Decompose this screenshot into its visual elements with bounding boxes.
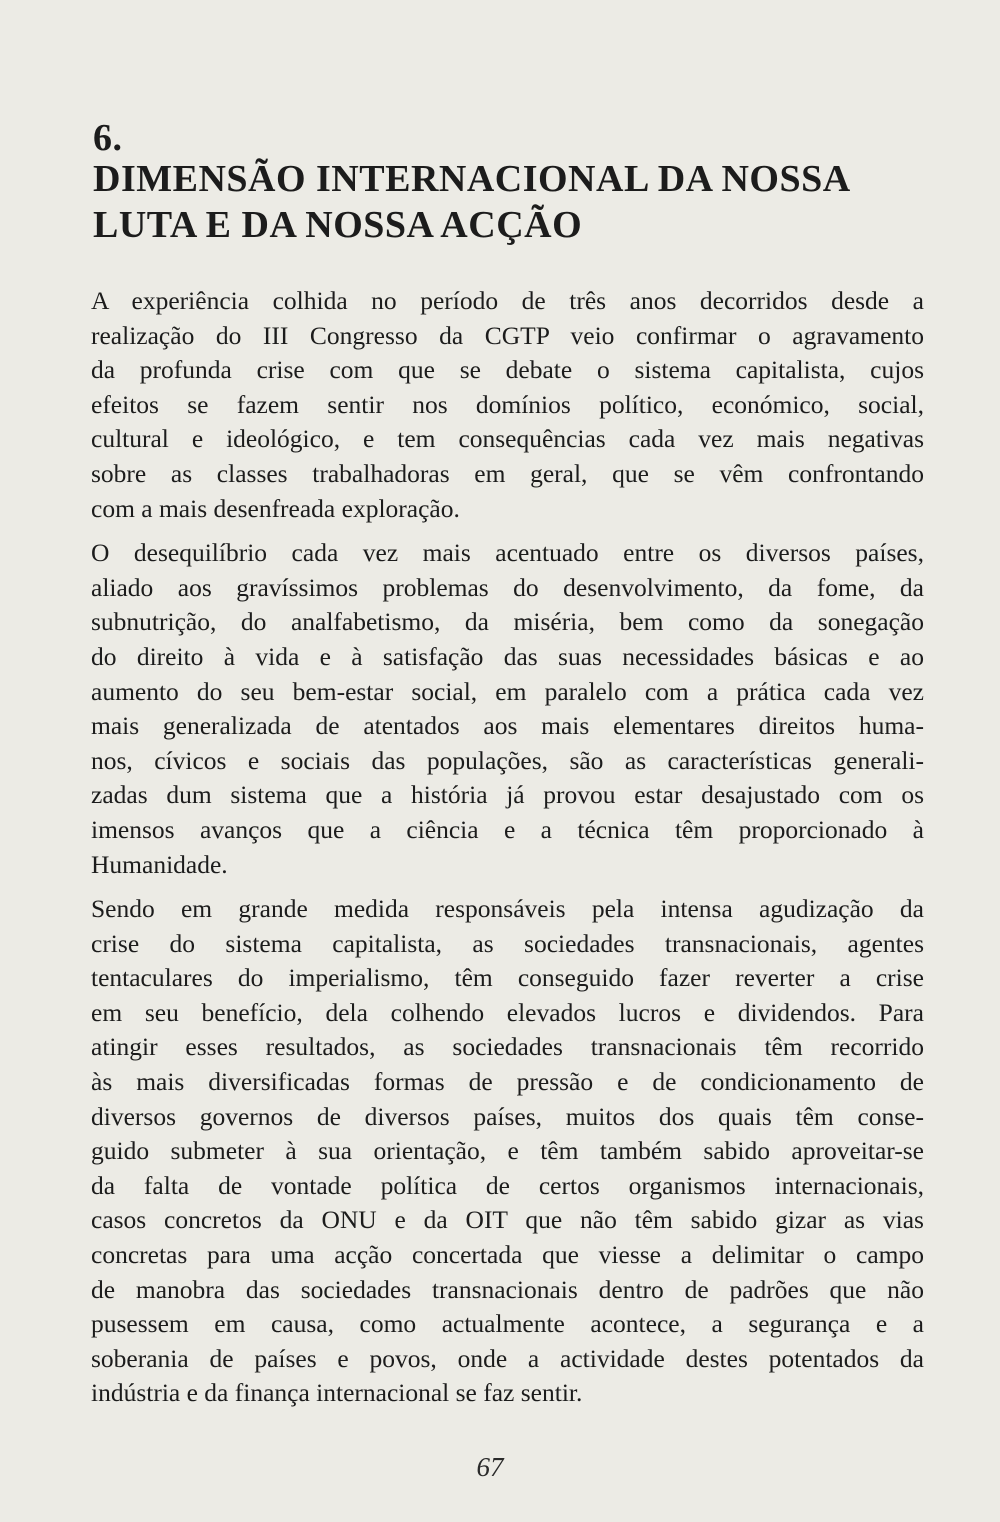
text-line: sobre as classes trabalhadoras em geral, que se vêm confrontando: [91, 458, 924, 488]
text-line: crise do sistema capitalista, as sociedades transnacionais, agentes: [91, 928, 924, 958]
paragraph-3: [91, 892, 924, 1411]
body-text: [91, 284, 924, 1421]
text-line: A experiência colhida no período de três anos decorridos desde a: [91, 286, 924, 315]
text-line: realização do III Congresso da CGTP veio confirmar o agravamento: [91, 320, 924, 350]
text-line: casos concretos da ONU e da OIT que não têm sabido gizar as vias: [91, 1205, 924, 1235]
text-line: aumento do seu bem-estar social, em paralelo com a prática cada vez: [91, 676, 924, 706]
text-line: subnutrição, do analfabetismo, da miséria, bem como da sonegação: [91, 607, 924, 637]
section-title-line: DIMENSÃO INTERNACIONAL DA NOSSA: [93, 158, 851, 200]
text-line: zadas dum sistema que a história já provou estar desajustado com os: [91, 780, 924, 810]
text-line: aliado aos gravíssimos problemas do desenvolvimento, da fome, da: [91, 572, 924, 602]
text-line: guido submeter à sua orientação, e têm também sabido aproveitar-se: [91, 1136, 924, 1166]
text-line: da falta de vontade política de certos organismos internacionais,: [91, 1170, 924, 1200]
text-line: com a mais desenfreada exploração.: [91, 493, 460, 523]
text-line: Humanidade.: [91, 849, 228, 879]
section-number: 6.: [93, 117, 123, 159]
text-line: imensos avanços que a ciência e a técnica têm proporcionado à: [91, 814, 924, 844]
text-line: Sendo em grande medida responsáveis pela intensa agudização da: [91, 894, 924, 924]
text-line: em seu benefício, dela colhendo elevados lucros e dividendos. Para: [91, 997, 924, 1027]
text-line: do direito à vida e à satisfação das suas necessidades básicas e ao: [91, 641, 924, 671]
text-line: O desequilíbrio cada vez mais acentuado entre os diversos países,: [91, 538, 924, 568]
text-line: pusessem em causa, como actualmente acontece, a segurança e a: [91, 1309, 924, 1339]
section-title-line: LUTA E DA NOSSA ACÇÃO: [93, 204, 583, 246]
text-line: diversos governos de diversos países, muitos dos quais têm conse-: [91, 1101, 924, 1131]
section-title: [93, 156, 923, 248]
paragraph-2: [91, 536, 924, 882]
paragraph-1: [91, 284, 924, 526]
text-line: mais generalizada de atentados aos mais elementares direitos huma-: [91, 711, 924, 741]
page-number: 67: [476, 1452, 504, 1482]
text-line: cultural e ideológico, e tem consequências cada vez mais negativas: [91, 424, 924, 454]
text-line: da profunda crise com que se debate o sistema capitalista, cujos: [91, 355, 924, 385]
text-line: nos, cívicos e sociais das populações, são as características generali-: [91, 745, 924, 775]
text-line: concretas para uma acção concertada que viesse a delimitar o campo: [91, 1240, 924, 1270]
text-line: atingir esses resultados, as sociedades transnacionais têm recorrido: [91, 1032, 924, 1062]
text-line: de manobra das sociedades transnacionais dentro de padrões que não: [91, 1274, 924, 1304]
text-line: às mais diversificadas formas de pressão e de condicionamento de: [91, 1067, 924, 1097]
text-line: soberania de países e povos, onde a actividade destes potentados da: [91, 1343, 924, 1373]
text-line: tentaculares do imperialismo, têm conseguido fazer reverter a crise: [91, 963, 924, 993]
text-line: efeitos se fazem sentir nos domínios político, económico, social,: [91, 389, 924, 419]
text-line: indústria e da finança internacional se faz sentir.: [91, 1378, 583, 1408]
